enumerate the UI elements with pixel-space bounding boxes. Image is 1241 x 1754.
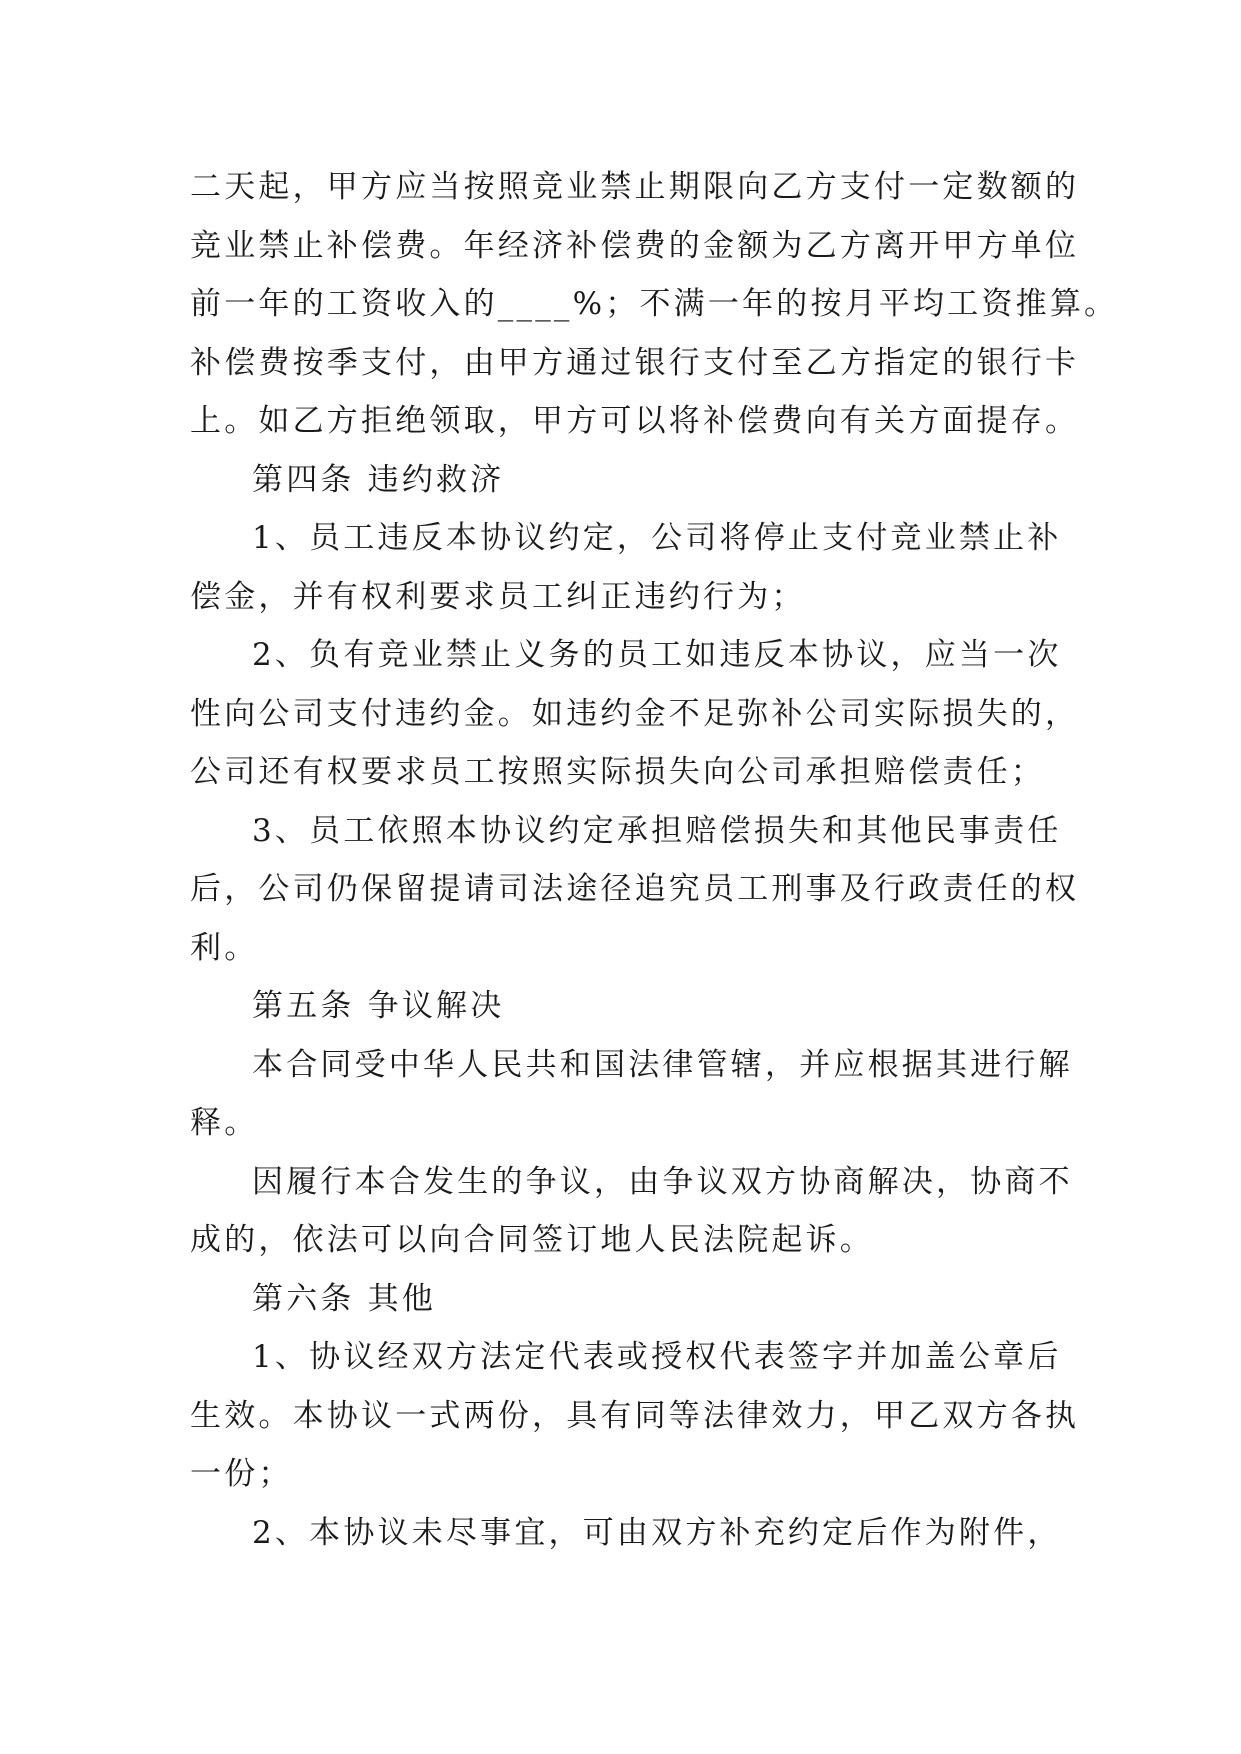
text-line: 3、员工依照本协议约定承担赔偿损失和其他民事责任 xyxy=(252,812,1062,849)
text-line: 前一年的工资收入的____%；不满一年的按月平均工资推算。 xyxy=(190,286,1119,322)
text-line: 2、本协议未尽事宜，可由双方补充约定后作为附件， xyxy=(252,1514,1062,1551)
section-heading-5: 第五条 争议解决 xyxy=(252,988,505,1024)
text-line: 偿金，并有权利要求员工纠正违约行为； xyxy=(190,578,806,615)
text-line: 后，公司仍保留提请司法途径追究员工刑事及行政责任的权 xyxy=(190,871,1080,907)
text-line: 2、负有竞业禁止义务的员工如违反本协议，应当一次 xyxy=(252,637,1062,673)
text-line: 竞业禁止补偿费。年经济补偿费的金额为乙方离开甲方单位 xyxy=(190,227,1080,264)
text-line: 利。 xyxy=(190,929,259,966)
text-line: 本合同受中华人民共和国法律管辖，并应根据其进行解 xyxy=(252,1046,1073,1083)
text-line: 成的，依法可以向合同签订地人民法院起诉。 xyxy=(190,1222,874,1258)
section-heading-4: 第四条 违约救济 xyxy=(252,461,505,498)
text-line: 公司还有权要求员工按照实际损失向公司承担赔偿责任； xyxy=(190,754,1045,790)
text-line: 因履行本合发生的争议，由争议双方协商解决，协商不 xyxy=(252,1163,1073,1200)
document-page xyxy=(190,158,1119,1562)
text-line: 补偿费按季支付，由甲方通过银行支付至乙方指定的银行卡 xyxy=(190,344,1080,381)
text-line: 1、员工违反本协议约定，公司将停止支付竞业禁止补 xyxy=(252,520,1062,556)
text-line: 二天起，甲方应当按照竞业禁止期限向乙方支付一定数额的 xyxy=(190,169,1080,205)
text-line: 释。 xyxy=(190,1105,259,1141)
document-body xyxy=(190,158,1119,1562)
text-line: 一份； xyxy=(190,1456,293,1492)
section-heading-6: 第六条 其他 xyxy=(252,1280,437,1317)
text-line: 性向公司支付违约金。如违约金不足弥补公司实际损失的， xyxy=(190,695,1080,732)
text-line: 1、协议经双方法定代表或授权代表签字并加盖公章后 xyxy=(252,1339,1062,1375)
text-line: 上。如乙方拒绝领取，甲方可以将补偿费向有关方面提存。 xyxy=(190,403,1080,439)
text-line: 生效。本协议一式两份，具有同等法律效力，甲乙双方各执 xyxy=(190,1397,1080,1434)
